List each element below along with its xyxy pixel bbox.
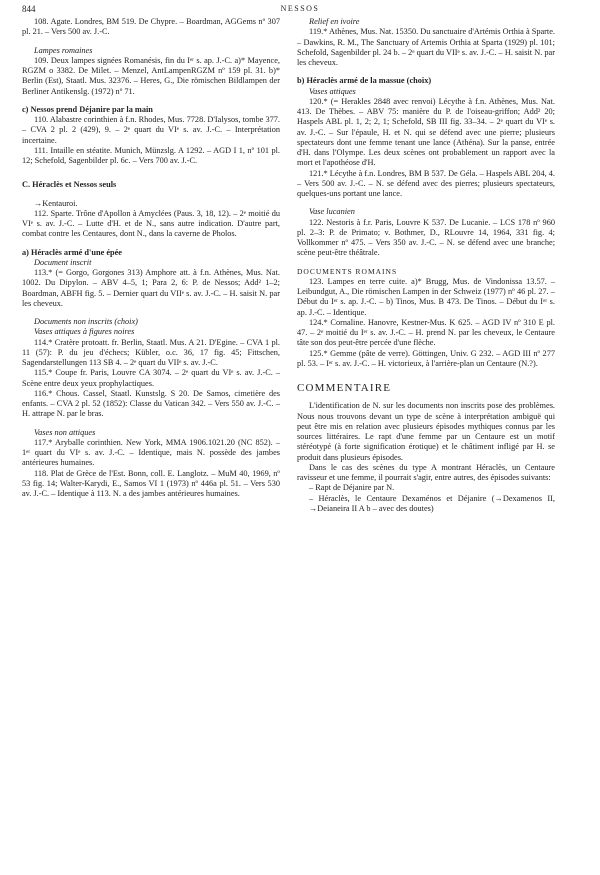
entry-125: 125.* Gemme (pâte de verre). Göttingen, Univ. G 232. – AGD III nº 277 pl. 53. – Iᵉʳ s. av. J.-C. – H. victorieux, à l'arrière-plan un Centaure (N.?).: [297, 348, 555, 368]
page-number: 844: [22, 4, 36, 14]
subheading-documents-non-inscrits: Documents non inscrits (choix): [34, 317, 138, 326]
entry-114: 114.* Cratère protoatt. fr. Berlin, Staatl. Mus. A 21. D'Egine. – CVA 1 pl. 11 (57): P. du jeu d'échecs; Kübler, o.c. 36, 17 fig. 45; Fittschen, Sagendarstellungen 113 SB 4. – 2ᵉ quart du VIIᵉ s. av. J.-C.: [22, 337, 280, 367]
entry-119: 119.* Athènes, Mus. Nat. 15350. Du sanctuaire d'Artémis Orthia à Sparte. – Dawkins, R. M., The Sanctuary of Artemis Orthia at Sparta (1929) pl. 101; Schefold, Sagenbilder pl. 24 b. – 2ᵉ quart du VIIᵉ s. av. J.-C. – H. saisit N. par les cheveux.: [297, 27, 555, 67]
entry-111: 111. Intaille en stéatite. Munich, Münzslg. A 1292. – AGD I 1, nº 101 pl. 12; Schefold, Sagenbilder pl. 6c. – Vers 700 av. J.-C.: [22, 145, 280, 165]
entry-121: 121.* Lécythe à f.n. Londres, BM B 537. De Géla. – Haspels ABL 204, 4. – Vers 500 av. J.-C. – N. se défend avec des pierres; plusieurs spectateurs, quelques-uns portant une lance.: [297, 168, 555, 198]
subheading-lampes-romaines: Lampes romaines: [34, 45, 93, 55]
section-heading-documents-romains: DOCUMENTS ROMAINS: [297, 266, 398, 276]
commentary-paragraph-1: L'identification de N. sur les documents non inscrits pose des problèmes. Nous nous trouvons devant un type de scène à interprétation ambiguë qui peut être mis en relation avec plusieurs épisodes mythiques connus par les sources littéraires. Le rapt d'une femme par un Centaure est un motif stéréotypé (à forte signification érotique) et le châtiment infligé par H. se produit dans plusieurs épisodes.: [297, 401, 555, 462]
subheading-vases-non-attiques: Vases non attiques: [34, 427, 96, 437]
subheading-document-inscrit: Document inscrit: [34, 257, 92, 267]
entry-116: 116.* Chous. Cassel, Staatl. Kunstslg. S 20. De Samos, cimetière des enfants. – CVA 2 pl. 52 (1852): Classe du Vatican 342. – Vers 550 av. J.-C. – H. attrape N. par le bras.: [22, 388, 280, 419]
entry-123: 123. Lampes en terre cuite. a)* Brugg, Mus. de Vindonissa 13.57. – Leibundgut, A., Die römischen Lampen in der Schweiz (1977) nº 46 pl. 27. – Début du Iᵉʳ s. ap. J.-C. – b) Tinos, Mus. B 473. De Tinos. – Début du Iᵉʳ s. ap. J.-C. – Identique.: [297, 276, 555, 317]
entry-110: 110. Alabastre corinthien à f.n. Rhodes, Mus. 7728. D'Ialysos, tombe 377. – CVA 2 pl. 2 (429), 9. – 2ᵉ quart du VIᵉ s. av. J.-C. – Interprétation incertaine.: [22, 115, 280, 145]
running-head: NESSOS: [280, 4, 320, 13]
section-heading-c-nessos: c) Nessos prend Déjanire par la main: [22, 104, 153, 114]
section-heading-a-epee: a) Héraclès armé d'une épée: [22, 247, 122, 257]
subheading-vases-attiques: Vases attiques: [309, 86, 356, 96]
right-column: [297, 17, 555, 514]
entry-118: 118. Plat de Grèce de l'Est. Bonn, coll. E. Langlotz. – MuM 40, 1969, nº 53 fig. 14; Walter-Karydi, E., Samos VI 1 (1973) nº 446a pl. 51. – Vers 530 av. J.-C. – Identique à 113. N. a des jambes antérieures humaines.: [22, 468, 280, 498]
section-heading-commentaire: COMMENTAIRE: [297, 382, 392, 394]
entry-113: 113.* (= Gorgo, Gorgones 313) Amphore att. à f.n. Athènes, Mus. Nat. 1002. Du Dipylon. – ABV 4–5, 1; Para 2, 6: P. de Nessos; Add² 1–2; Boardman, ABFH fig. 5. – Dernier quart du VIIᵉ s. av. J.-C. – H. saisit N. par les cheveux.: [22, 268, 280, 308]
entry-108: 108. Agate. Londres, BM 519. De Chypre. – Boardman, AGGems nº 307 pl. 21. – Vers 500 av. J.-C.: [22, 17, 280, 37]
commentary-paragraph-2: Dans le cas des scènes du type A montrant Héraclès, un Centaure ravisseur et une femme, il pourrait s'agir, entre autres, des épisodes suivants:: [297, 462, 555, 482]
commentary-list-item-1: – Rapt de Déjanire par N.: [309, 483, 395, 493]
entry-112: 112. Sparte. Trône d'Apollon à Amyclées (Paus. 3, 18, 12). – 2ᵉ moitié du VIᵉ s. av. J.-C. – Lutte d'H. et de N., sans autre indication. D'autre part, combat contre les Centaures, dont N., dans la caverne de Pholos.: [22, 208, 280, 239]
cross-reference-kentauroi: →Kentauroi.: [34, 198, 78, 208]
left-column: [22, 17, 280, 499]
section-heading-b-massue: b) Héraclès armé de la massue (choix): [297, 76, 432, 86]
entry-124: 124.* Cornaline. Hanovre, Kestner-Mus. K 625. – AGD IV nº 310 E pl. 47. – 2ᵉ moitié du Iᵉʳ s. av. J.-C. – H. prend N. par les cheveux, le Centaure tâte son dos peut-être percée d'une flèche.: [297, 317, 555, 348]
subheading-vase-lucanien: Vase lucanien: [309, 207, 355, 217]
section-heading-C-heracles: C. Héraclès et Nessos seuls: [22, 180, 117, 190]
page-header: [22, 4, 578, 16]
entry-117: 117.* Aryballe corinthien. New York, MMA 1906.1021.20 (NC 852). – 1ᵉʳ quart du VIᵉ s. av. J.-C. – Identique, mais N. possède des jambes antérieures humaines.: [22, 437, 280, 468]
entry-122: 122. Nestoris à f.r. Paris, Louvre K 537. De Lucanie. – LCS 178 nº 960 pl. 2–3: P. de Primato; v. Bothmer, D., RLouvre 14, 1964, 331 fig. 4; Vollkommer nº 475. – Vers 350 av. J.-C. – N. se défend avec une branche; scène peut-être théâtrale.: [297, 217, 555, 258]
commentary-list-item-2: – Héraclès, le Centaure Dexaménos et Déjanire (→Dexamenos II, →Deianeira II A b – avec des doutes): [309, 493, 555, 513]
entry-120: 120.* (= Herakles 2848 avec renvoi) Lécythe à f.n. Athènes, Mus. Nat. 413. De Thèbes. – ABV 75: manière du P. de l'oiseau-griffon; Add² 20; Haspels ABL pl. 1, 2; 2, 1; Schefold, SB III fig. 33–34. – 2ᵉ quart du VIᵉ s. av. J.-C. – Sur l'épaule, H. et N. qui se défend avec une pierre; plusieurs spectateurs dont une femme tenant une lance (Athéna). Sur la panse, entrée d'H. dans l'Olympe. Les deux scènes ont probablement un rapport avec la mort et l'apothéose d'H.: [297, 96, 555, 168]
entry-109: 109. Deux lampes signées Romanésis, fin du Iᵉʳ s. ap. J.-C. a)* Mayence, RGZM o 3382. De Milet. – Menzel, AntLampenRGZM nº 159 pl. 31. b)* Berlin (Est), Staatl. Mus. 32376. – Heres, G., Die römischen Bildlampen der Berliner Antikenslg. (1972) nº 71.: [22, 55, 280, 96]
entry-115: 115.* Coupe fr. Paris, Louvre CA 3074. – 2ᵉ quart du VIᵉ s. av. J.-C. – Scène entre deux yeux prophylactiques.: [22, 368, 280, 388]
subheading-relief-ivoire: Relief en ivoire: [309, 17, 360, 26]
subheading-vases-attiques-fn: Vases attiques à figures noires: [34, 327, 135, 337]
